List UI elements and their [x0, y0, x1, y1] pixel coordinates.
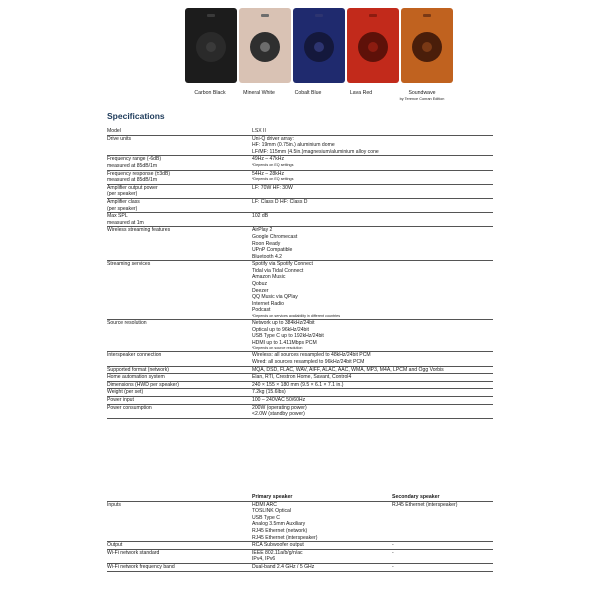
spec-value — [252, 170, 493, 184]
spec-row — [107, 213, 493, 227]
spec-value-line: Internet Radio — [252, 300, 284, 307]
spec-value-line: HDMI up to 1.411Mbps PCM — [252, 339, 317, 346]
spec-value-line: Spotify via Spotify Connect — [252, 261, 313, 268]
spec-value — [252, 227, 493, 261]
spec-row — [107, 352, 493, 366]
spec-label-line: Power consumption — [107, 404, 152, 411]
spec-label — [107, 381, 252, 389]
secondary-value-line: - — [392, 549, 394, 556]
primary-value-line: IEEE 802.11a/b/g/n/ac — [252, 549, 303, 556]
spec-label — [107, 352, 252, 366]
spec-label — [107, 198, 252, 212]
primary-value-line: Dual-band 2.4 GHz / 5 GHz — [252, 563, 315, 570]
spec-value — [252, 213, 493, 227]
spec-value — [252, 381, 493, 389]
spec-row — [107, 156, 493, 170]
spec-value-line: Google Chromecast — [252, 233, 298, 240]
tweeter-dome — [260, 42, 270, 52]
spec-label — [107, 320, 252, 352]
spec-label-line: Interspeaker connection — [107, 352, 162, 359]
connectivity-label: Output — [107, 542, 123, 549]
spec-value-line: 100 – 240VAC 50/60Hz — [252, 396, 306, 403]
connectivity-label: Wi-Fi network standard — [107, 549, 160, 556]
color-label-soundwave: Soundwave by Terence Conran Edition — [399, 90, 445, 101]
spec-label — [107, 389, 252, 397]
spec-value — [252, 320, 493, 352]
specifications-table — [107, 128, 493, 419]
primary-value-line: RJ45 Ethernet (network) — [252, 527, 308, 534]
spec-value-line: Wired: all sources resampled to 96kHz/24bit PCM — [252, 359, 365, 365]
spec-value-line: Deezer — [252, 287, 269, 294]
spec-label — [107, 374, 252, 382]
spec-value — [252, 366, 493, 374]
primary-speaker-value — [252, 501, 392, 542]
primary-speaker-value — [252, 542, 392, 550]
kef-logo-mark — [207, 14, 215, 17]
spec-value-line: 54Hz – 28kHz — [252, 170, 284, 177]
spec-value — [252, 198, 493, 212]
primary-value-line: RJ45 Ethernet (interspeaker) — [252, 534, 318, 541]
spec-value-line: 240 × 155 × 180 mm (9.5 × 6.1 × 7.1 in.) — [252, 381, 344, 388]
spec-value-line: Wireless: all sources resampled to 48kHz/24bit PCM — [252, 352, 371, 359]
connectivity-label: Inputs — [107, 501, 121, 508]
speaker-mineral-white — [239, 8, 291, 83]
spec-label — [107, 213, 252, 227]
spec-value — [252, 404, 493, 418]
spec-label-line: measured at 85dB/1m — [107, 177, 158, 184]
spec-footnote: *Depends on source resolution — [252, 346, 303, 351]
spec-value-line: MQA, DSD, FLAC, WAV, AIFF, ALAC, AAC, WMA, MP3, M4A, LPCM and Ogg Vorbis — [252, 366, 444, 373]
spec-value-line: 102 dB — [252, 213, 269, 220]
spec-footnote: *Depends on EQ settings — [252, 162, 294, 167]
color-label-cobalt-blue: Cobalt Blue — [294, 90, 322, 96]
spec-row — [107, 320, 493, 352]
spec-label-line: (per speaker) — [107, 205, 138, 212]
spec-label — [107, 184, 252, 198]
spec-row — [107, 381, 493, 389]
spec-label-line: Max SPL — [107, 213, 128, 220]
primary-value-line: TOSLINK Optical — [252, 508, 291, 515]
spec-value-line: USB Type C up to 192kHz/24bit — [252, 333, 324, 340]
speaker-cobalt-blue — [293, 8, 345, 83]
spec-value-line: Roon Ready — [252, 240, 281, 247]
kef-logo-mark — [261, 14, 269, 17]
spec-row — [107, 366, 493, 374]
primary-value-line: HDMI ARC — [252, 501, 277, 508]
spec-label-line: Home automation system — [107, 374, 165, 381]
secondary-speaker-value — [392, 501, 493, 542]
spec-value-line: Network up to 384kHz/24bit — [252, 320, 315, 327]
spec-label-line: Frequency range (-6dB) — [107, 156, 162, 163]
kef-logo-mark — [315, 14, 323, 17]
spec-value-line: HF: 19mm (0.75in.) aluminium dome — [252, 142, 335, 149]
color-label-lava-red: Lava Red — [349, 90, 373, 96]
spec-label-line: Source resolution — [107, 320, 147, 327]
connectivity-table — [107, 494, 493, 572]
spec-value-line: 49Hz – 47kHz — [252, 156, 284, 163]
section-title: Specifications — [107, 111, 165, 121]
color-label-carbon-black: Carbon Black — [194, 90, 226, 96]
kef-logo-mark — [369, 14, 377, 17]
spec-row — [107, 227, 493, 261]
spec-label-line: Power input — [107, 396, 134, 403]
spec-row — [107, 261, 493, 320]
spec-footnote: *Depends on services availability in different countries — [252, 314, 341, 319]
spec-row — [107, 396, 493, 404]
spec-label — [107, 156, 252, 170]
spec-value-line: UPnP Compatible — [252, 247, 293, 254]
spec-value — [252, 261, 493, 320]
spec-value — [252, 156, 493, 170]
spec-value-line: Podcast — [252, 307, 271, 314]
column-header-primary: Primary speaker — [252, 494, 293, 500]
spec-label-line: measured at 1m — [107, 219, 144, 226]
spec-row — [107, 404, 493, 418]
speaker-carbon-black — [185, 8, 237, 83]
spec-value-line: Bluetooth 4.2 — [252, 253, 283, 260]
spec-label — [107, 170, 252, 184]
spec-value-line: QQ Music via QPlay — [252, 294, 298, 301]
spec-label-line: Drive units — [107, 135, 132, 142]
connectivity-header-row — [107, 494, 493, 501]
spec-footnote: *Depends on EQ settings — [252, 177, 294, 182]
spec-value-line: LF: 70W HF: 30W — [252, 184, 293, 191]
spec-value-line: LF/MF: 115mm (4.5in.)magnesium/aluminium alloy cone — [252, 148, 379, 155]
spec-label-line: Model — [107, 128, 121, 134]
spec-value-line: Uni-Q driver array: — [252, 135, 294, 142]
spec-value-line: LSX II — [252, 128, 266, 134]
spec-label-line: (per speaker) — [107, 191, 138, 198]
secondary-speaker-value — [392, 542, 493, 550]
spec-label — [107, 396, 252, 404]
tweeter-dome — [422, 42, 432, 52]
spec-label-line: Frequency response (±3dB) — [107, 170, 171, 177]
spec-row — [107, 170, 493, 184]
spec-value — [252, 396, 493, 404]
spec-value-line: 7.2kg (15.6lbs) — [252, 389, 286, 396]
spec-label-line: Weight (per set) — [107, 389, 144, 396]
column-header-secondary: Secondary speaker — [392, 494, 440, 500]
spec-value-line: Tidal via Tidal Connect — [252, 267, 304, 274]
secondary-value-line: RJ45 Ethernet (interspeaker) — [392, 501, 458, 508]
spec-label-line: Streaming services — [107, 261, 151, 268]
spec-row — [107, 374, 493, 382]
secondary-speaker-value — [392, 563, 493, 571]
primary-value-line: USB Type C — [252, 514, 280, 521]
spec-value — [252, 374, 493, 382]
spec-label — [107, 404, 252, 418]
spec-label-line: Dimensions (HWD per speaker) — [107, 381, 179, 388]
speaker-soundwave — [401, 8, 453, 83]
spec-label-line: Amplifier output power — [107, 184, 158, 191]
secondary-speaker-value — [392, 549, 493, 563]
spec-value — [252, 389, 493, 397]
connectivity-row — [107, 563, 493, 571]
column-header-blank — [107, 494, 252, 501]
spec-value-line: Optical up to 96kHz/24bit — [252, 326, 309, 333]
spec-label-line: Wireless streaming features — [107, 227, 171, 234]
spec-value-line: AirPlay 2 — [252, 227, 273, 234]
spec-value-line: Amazon Music — [252, 274, 286, 281]
spec-value — [252, 184, 493, 198]
spec-row — [107, 128, 493, 135]
primary-value-line: RCA Subwoofer output — [252, 542, 304, 549]
primary-value-line: IPv4, IPv6 — [252, 556, 276, 563]
connectivity-row — [107, 549, 493, 563]
spec-value — [252, 128, 493, 135]
spec-value-line: 200W (operating power) — [252, 404, 307, 411]
spec-label-line: Supported format (network) — [107, 366, 170, 373]
secondary-value-line: - — [392, 542, 394, 549]
spec-value-line: <2.0W (standby power) — [252, 411, 305, 418]
spec-label — [107, 128, 252, 135]
spec-label — [107, 227, 252, 261]
connectivity-row — [107, 542, 493, 550]
connectivity-label: Wi-Fi network frequency band — [107, 563, 175, 570]
tweeter-dome — [206, 42, 216, 52]
spec-value-line: LF: Class D HF: Class D — [252, 198, 308, 205]
spec-row — [107, 198, 493, 212]
spec-label-line: Amplifier class — [107, 198, 140, 205]
tweeter-dome — [368, 42, 378, 52]
spec-row — [107, 135, 493, 156]
spec-row — [107, 184, 493, 198]
spec-label-line: measured at 85dB/1m — [107, 162, 158, 169]
spec-value — [252, 352, 493, 366]
spec-label — [107, 261, 252, 320]
tweeter-dome — [314, 42, 324, 52]
speaker-lava-red — [347, 8, 399, 83]
color-label-mineral-white: Mineral White — [243, 90, 275, 96]
spec-value — [252, 135, 493, 156]
spec-value-line: Elan, RTI, Crestron Home, Savant, Control4 — [252, 374, 352, 381]
primary-speaker-value — [252, 563, 392, 571]
spec-row — [107, 389, 493, 397]
connectivity-row — [107, 501, 493, 542]
primary-value-line: Analog 3.5mm Auxiliary — [252, 521, 306, 528]
spec-value-line: Qobuz — [252, 281, 268, 288]
spec-label — [107, 366, 252, 374]
secondary-value-line: - — [392, 563, 394, 570]
spec-label — [107, 135, 252, 156]
kef-logo-mark — [423, 14, 431, 17]
primary-speaker-value — [252, 549, 392, 563]
speaker-lineup — [185, 8, 455, 83]
